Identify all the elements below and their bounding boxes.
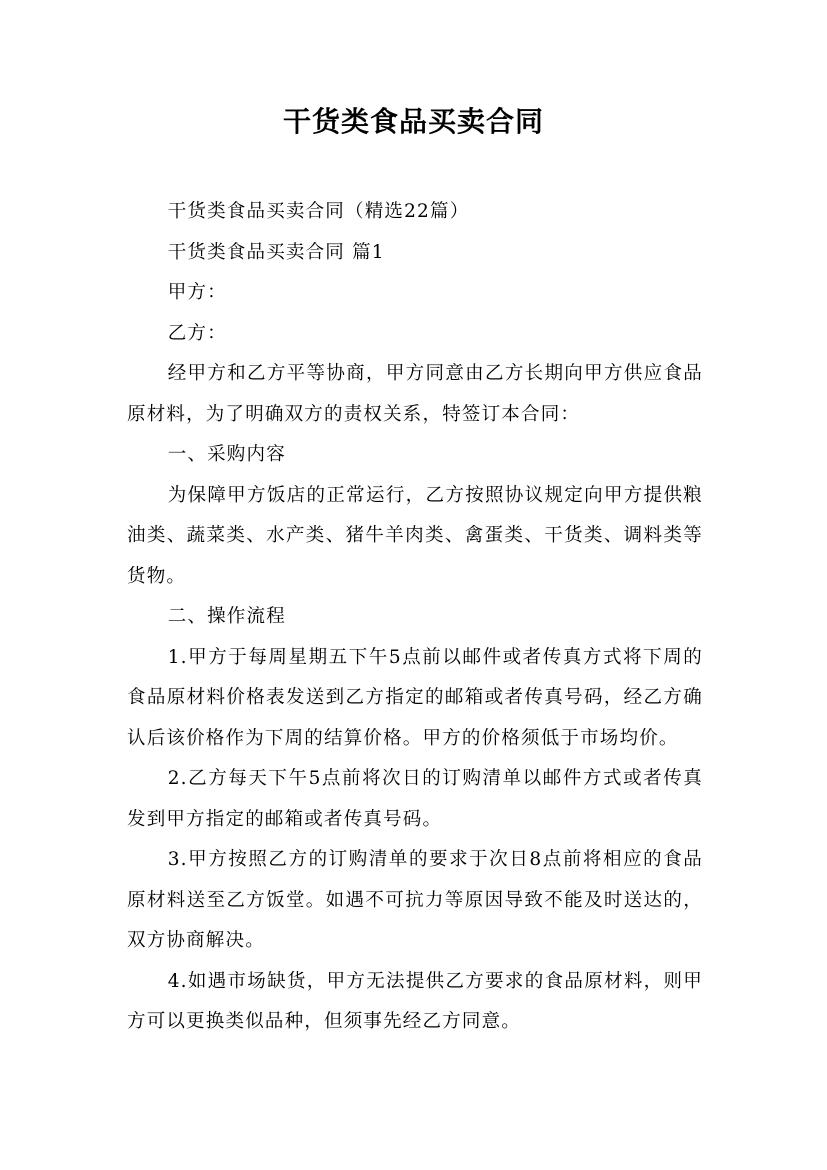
- process-item-3: 3.甲方按照乙方的订购清单的要求于次日8点前将相应的食品原材料送至乙方饭堂。如遇不可抗力等原因导致不能及时送达的，双方协商解决。: [127, 849, 703, 951]
- procurement-paragraph: 为保障甲方饭店的正常运行，乙方按照协议规定向甲方提供粮油类、蔬菜类、水产类、猪牛羊肉类、禽蛋类、干货类、调料类等货物。: [127, 484, 703, 587]
- procurement-heading: 一、采购内容: [167, 444, 286, 465]
- subtitle-paragraph: 干货类食品买卖合同（精选22篇）: [167, 201, 470, 222]
- process-item-1: 1.甲方于每周星期五下午5点前以邮件或者传真方式将下周的食品原材料价格表发送到乙方指定的邮箱或者传真号码，经乙方确认后该价格作为下周的结算价格。甲方的价格须低于市场均价。: [127, 646, 703, 749]
- document-title: 干货类食品买卖合同: [282, 105, 544, 138]
- process-item-2: 2.乙方每天下午5点前将次日的订购清单以邮件方式或者传真发到甲方指定的邮箱或者传真号码。: [127, 768, 703, 830]
- party-a-paragraph: 甲方：: [167, 282, 227, 303]
- intro-paragraph: 经甲方和乙方平等协商，甲方同意由乙方长期向甲方供应食品原材料，为了明确双方的责权关系，特签订本合同：: [127, 363, 703, 425]
- document-body: [127, 192, 703, 1043]
- process-heading: 二、操作流程: [167, 606, 286, 627]
- party-b-paragraph: 乙方：: [167, 322, 227, 344]
- section-heading-paragraph: 干货类食品买卖合同 篇1: [167, 241, 385, 263]
- process-item-4: 4.如遇市场缺货，甲方无法提供乙方要求的食品原材料，则甲方可以更换类似品种，但须事先经乙方同意。: [127, 970, 703, 1032]
